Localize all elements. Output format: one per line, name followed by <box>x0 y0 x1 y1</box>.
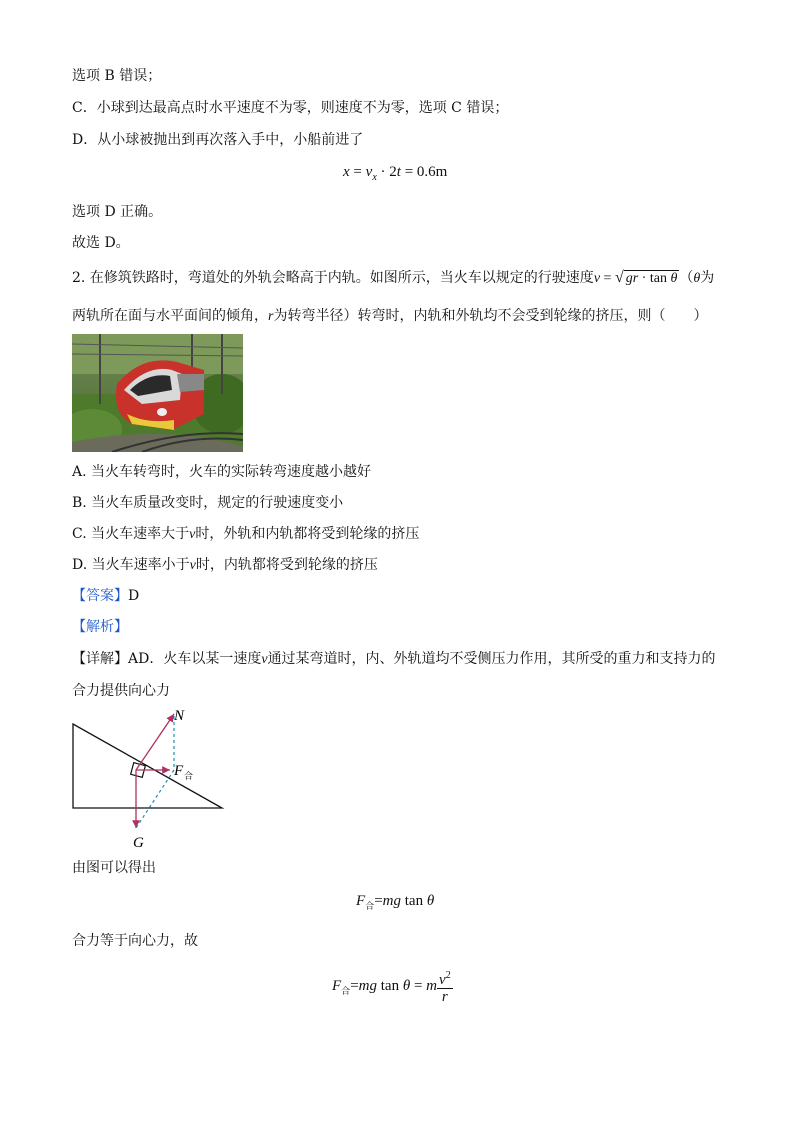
option-b: B. 当火车质量改变时，规定的行驶速度变小 <box>72 495 344 511</box>
text-line: 合力等于向心力，故 <box>72 933 198 949</box>
equation-net-force: $F_合=mg$ tan θ <box>356 893 435 912</box>
option-d: D. 当火车速率小于v时，内轨都将受到轮缘的挤压 <box>72 557 378 573</box>
text-line: D．从小球被抛出到再次落入手中，小船前进了 <box>72 132 364 148</box>
equation-distance: $x = v_x \cdot 2t = 0.6m$ <box>343 164 448 183</box>
dashed-line <box>136 770 174 828</box>
answer-tag: 【答案】 <box>72 588 128 604</box>
question-2-line-1: 2. 在修筑铁路时，弯道处的外轨会略高于内轨。如图所示，当火车以规定的行驶速度v = √ gr · tan θ （θ为 <box>72 269 715 286</box>
label-n: N <box>174 708 185 724</box>
label-f: F <box>174 763 184 779</box>
text-line: 选项 B 错误； <box>72 68 162 84</box>
detail-line-2: 合力提供向心力 <box>72 683 170 699</box>
train-photo <box>72 334 243 452</box>
text-line: 选项 D 正确。 <box>72 204 163 220</box>
text-line: 故选 D。 <box>72 235 130 251</box>
label-g: G <box>133 835 144 851</box>
option-c: C. 当火车速率大于v时，外轨和内轨都将受到轮缘的挤压 <box>72 526 420 542</box>
detail-line-1: 【详解】AD．火车以某一速度v通过某弯道时，内、外轨道均不受侧压力作用，其所受的重力和支持力的 <box>72 651 716 667</box>
text-line: C．小球到达最高点时水平速度不为零，则速度不为零，选项 C 错误； <box>72 100 509 116</box>
label-he: 合 <box>184 772 194 782</box>
analysis-tag: 【解析】 <box>72 619 128 635</box>
answer-line <box>72 586 139 606</box>
normal-force-arrow <box>136 714 174 770</box>
force-diagram <box>70 700 230 855</box>
equation-centripetal: $F_合=mg$ tan θ = m $\frac{v^2}{r}$ <box>332 970 451 1005</box>
question-2-line-2: 两轨所在面与水平面间的倾角，r为转弯半径）转弯时，内轨和外轨均不会受到轮缘的挤压，则（ ） <box>72 308 708 324</box>
text-line: 由图可以得出 <box>72 860 156 876</box>
answer-value: D <box>128 588 140 604</box>
train-illustration <box>72 334 243 452</box>
option-a: A. 当火车转弯时，火车的实际转弯速度越小越好 <box>72 464 372 480</box>
incline <box>73 724 222 808</box>
